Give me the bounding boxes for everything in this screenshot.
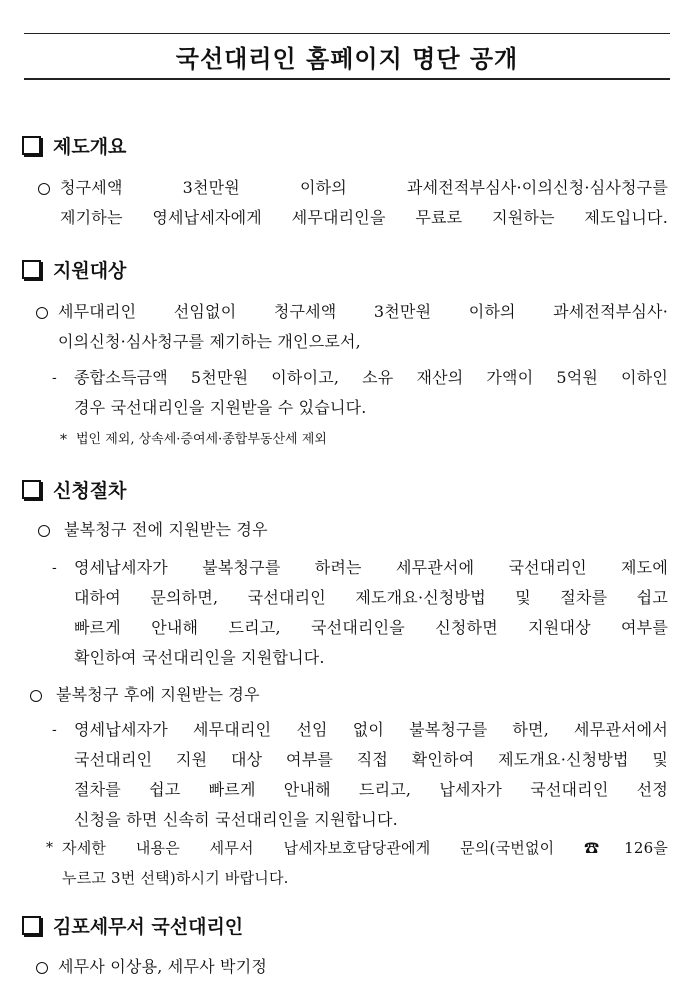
circle-bullet-icon (30, 690, 42, 702)
dash-marker: - (52, 560, 57, 576)
dash-marker: - (52, 370, 57, 386)
text-line: 절차를 쉽고 빠르게 안내해 드리고, 납세자가 국선대리인 선정 (74, 780, 668, 799)
dash-marker: - (52, 722, 57, 738)
section-title: 김포세무서 국선대리인 (53, 916, 244, 938)
text-line: 제기하는 영세납세자에게 세무대리인을 무료로 지원하는 제도입니다. (60, 208, 668, 227)
text-line: 영세납세자가 불복청구를 하려는 세무관서에 국선대리인 제도에 (74, 558, 668, 577)
text-line: 불복청구 후에 지원받는 경우 (56, 685, 260, 704)
text-line: 이의신청·심사청구를 제기하는 개인으로서, (58, 332, 361, 351)
section-title: 제도개요 (53, 136, 127, 158)
text-line: 불복청구 전에 지원받는 경우 (64, 520, 268, 539)
note-marker: * (46, 840, 53, 856)
text-line: 청구세액 3천만원 이하의 과세전적부심사·이의신청·심사청구를 (60, 178, 668, 197)
section-title: 지원대상 (53, 260, 127, 282)
text-line: 국선대리인 지원 대상 여부를 직접 확인하여 제도개요·신청방법 및 (74, 750, 668, 769)
text-line: 세무대리인 선임없이 청구세액 3천만원 이하의 과세전적부심사· (58, 302, 668, 321)
text-line: 경우 국선대리인을 지원받을 수 있습니다. (74, 398, 367, 417)
section-heading-overview (22, 132, 126, 159)
title-box (24, 33, 670, 80)
section-heading-gimpo (22, 912, 243, 939)
square-checkbox-icon (22, 916, 41, 935)
square-checkbox-icon (22, 260, 41, 279)
section-title: 신청절차 (53, 480, 127, 502)
circle-bullet-icon (36, 307, 48, 319)
note-line: 법인 제외, 상속세·증여세·종합부동산세 제외 (76, 432, 327, 447)
text-line: 종합소득금액 5천만원 이하이고, 소유 재산의 가액이 5억원 이하인 (74, 368, 668, 387)
page-title: 국선대리인 홈페이지 명단 공개 (175, 44, 519, 73)
circle-bullet-icon (38, 525, 50, 537)
section-heading-procedure (22, 476, 126, 503)
square-checkbox-icon (22, 136, 41, 155)
note-line: 자세한 내용은 세무서 납세자보호담당관에게 문의(국번없이 ☎126을 (62, 839, 668, 857)
text-line: 대하여 문의하면, 국선대리인 제도개요·신청방법 및 절차를 쉽고 (74, 588, 668, 607)
text-line: 빠르게 안내해 드리고, 국선대리인을 신청하면 지원대상 여부를 (74, 618, 668, 637)
text-line: 세무사 이상용, 세무사 박기정 (58, 957, 268, 976)
note-marker: * (60, 432, 67, 448)
square-checkbox-icon (22, 480, 41, 499)
text-line: 신청을 하면 신속히 국선대리인을 지원합니다. (74, 810, 398, 829)
section-heading-eligibility (22, 256, 126, 283)
circle-bullet-icon (36, 962, 48, 974)
text-line: 확인하여 국선대리인을 지원합니다. (74, 648, 325, 667)
circle-bullet-icon (38, 183, 50, 195)
text-line: 영세납세자가 세무대리인 선임 없이 불복청구를 하면, 세무관서에서 (74, 720, 668, 739)
note-line: 누르고 3번 선택)하시기 바랍니다. (62, 869, 289, 887)
